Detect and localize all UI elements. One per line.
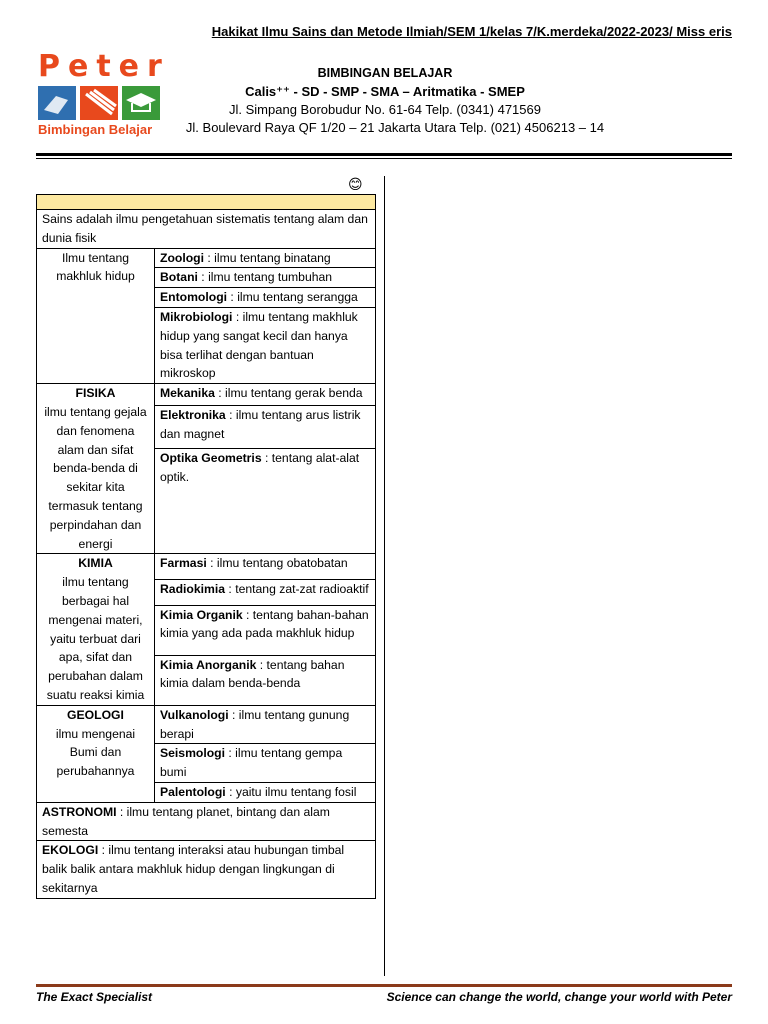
fisika-row: Elektronika : ilmu tentang arus listrik dan magnet: [155, 406, 376, 449]
logo-pen-icon: [80, 86, 118, 120]
footer-rule: [36, 984, 732, 987]
peter-logo: [38, 49, 170, 142]
table-header-bar: [37, 195, 376, 210]
logo-graduation-cap-icon: [122, 86, 160, 120]
kimia-row: Kimia Anorganik : tentang bahan kimia dalam benda-benda: [155, 655, 376, 705]
footer-slogan-right: Science can change the world, change your world with Peter: [386, 990, 732, 1004]
letterhead-address-1: Jl. Simpang Borobudur No. 61-64 Telp. (0341) 471569: [229, 102, 541, 117]
biologi-row: Botani : ilmu tentang tumbuhan: [155, 268, 376, 288]
geologi-row: Vulkanologi : ilmu tentang gunung berapi: [155, 705, 376, 744]
column-divider: [384, 176, 385, 976]
fisika-title: FISIKA: [75, 386, 116, 401]
geologi-text: ilmu mengenai Bumi dan perubahannya: [55, 726, 136, 779]
logo-book-icon: [38, 86, 76, 120]
logo-word: Peter: [38, 49, 170, 84]
geologi-row: Seismologi : ilmu tentang gempa bumi: [155, 744, 376, 783]
fisika-text: ilmu tentang gejala dan fenomena alam dan sifat benda-benda di sekitar kita termasuk tentang perpindahan dan energi: [44, 404, 147, 551]
kimia-row: Farmasi : ilmu tentang obatobatan: [155, 554, 376, 580]
kimia-row: Kimia Organik : tentang bahan-bahan kimia yang ada pada makhluk hidup: [155, 605, 376, 655]
header-rule-thin: [36, 158, 732, 159]
ekologi-row: EKOLOGI : ilmu tentang interaksi atau hubungan timbal balik balik antara makhluk hidup dengan lingkungan di sekitarnya: [37, 841, 376, 898]
intro-cell: Sains adalah ilmu pengetahuan sistematis tentang alam dan dunia fisik: [37, 210, 376, 249]
fisika-row: Optika Geometris : tentang alat-alat optik.: [155, 449, 376, 554]
biologi-row: Entomologi : ilmu tentang serangga: [155, 288, 376, 308]
astronomi-row: ASTRONOMI : ilmu tentang planet, bintang dan alam semesta: [37, 802, 376, 841]
letterhead-title: BIMBINGAN BELAJAR: [317, 66, 453, 80]
kimia-text: ilmu tentang berbagai hal mengenai materi, yaitu terbuat dari apa, sifat dan perubahan dalam suatu reaksi kimia: [46, 575, 145, 702]
fisika-description: [37, 384, 155, 554]
geologi-row: Palentologi : yaitu ilmu tentang fosil: [155, 782, 376, 802]
logo-icons: [38, 86, 168, 120]
geologi-title: GEOLOGI: [67, 707, 124, 722]
letterhead-services: Calis⁺⁺ - SD - SMP - SMA – Aritmatika - SMEP: [245, 84, 525, 99]
fisika-row: Mekanika : ilmu tentang gerak benda: [155, 384, 376, 406]
header-rule-thick: [36, 153, 732, 156]
science-branches-table: [36, 194, 376, 899]
kimia-title: KIMIA: [78, 556, 113, 571]
biologi-row: Mikrobiologi : ilmu tentang makhluk hidup yang sangat kecil dan hanya bisa terlihat dengan bantuan mikroskop: [155, 307, 376, 383]
smiley-icon: 😊: [348, 176, 363, 192]
logo-tagline: Bimbingan Belajar: [38, 122, 153, 137]
kimia-row: Radiokimia : tentang zat-zat radioaktif: [155, 580, 376, 606]
letterhead-address-2: Jl. Boulevard Raya QF 1/20 – 21 Jakarta Utara Telp. (021) 4506213 – 14: [185, 120, 605, 135]
footer-slogan-left: The Exact Specialist: [36, 990, 153, 1004]
geologi-description: [37, 705, 155, 802]
document-header-title: Hakikat Ilmu Sains dan Metode Ilmiah/SEM 1/kelas 7/K.merdeka/2022-2023/ Miss eris: [211, 24, 732, 39]
biologi-row: Zoologi : ilmu tentang binatang: [155, 248, 376, 268]
kimia-description: [37, 554, 155, 705]
biologi-description: Ilmu tentang makhluk hidup: [37, 248, 155, 384]
